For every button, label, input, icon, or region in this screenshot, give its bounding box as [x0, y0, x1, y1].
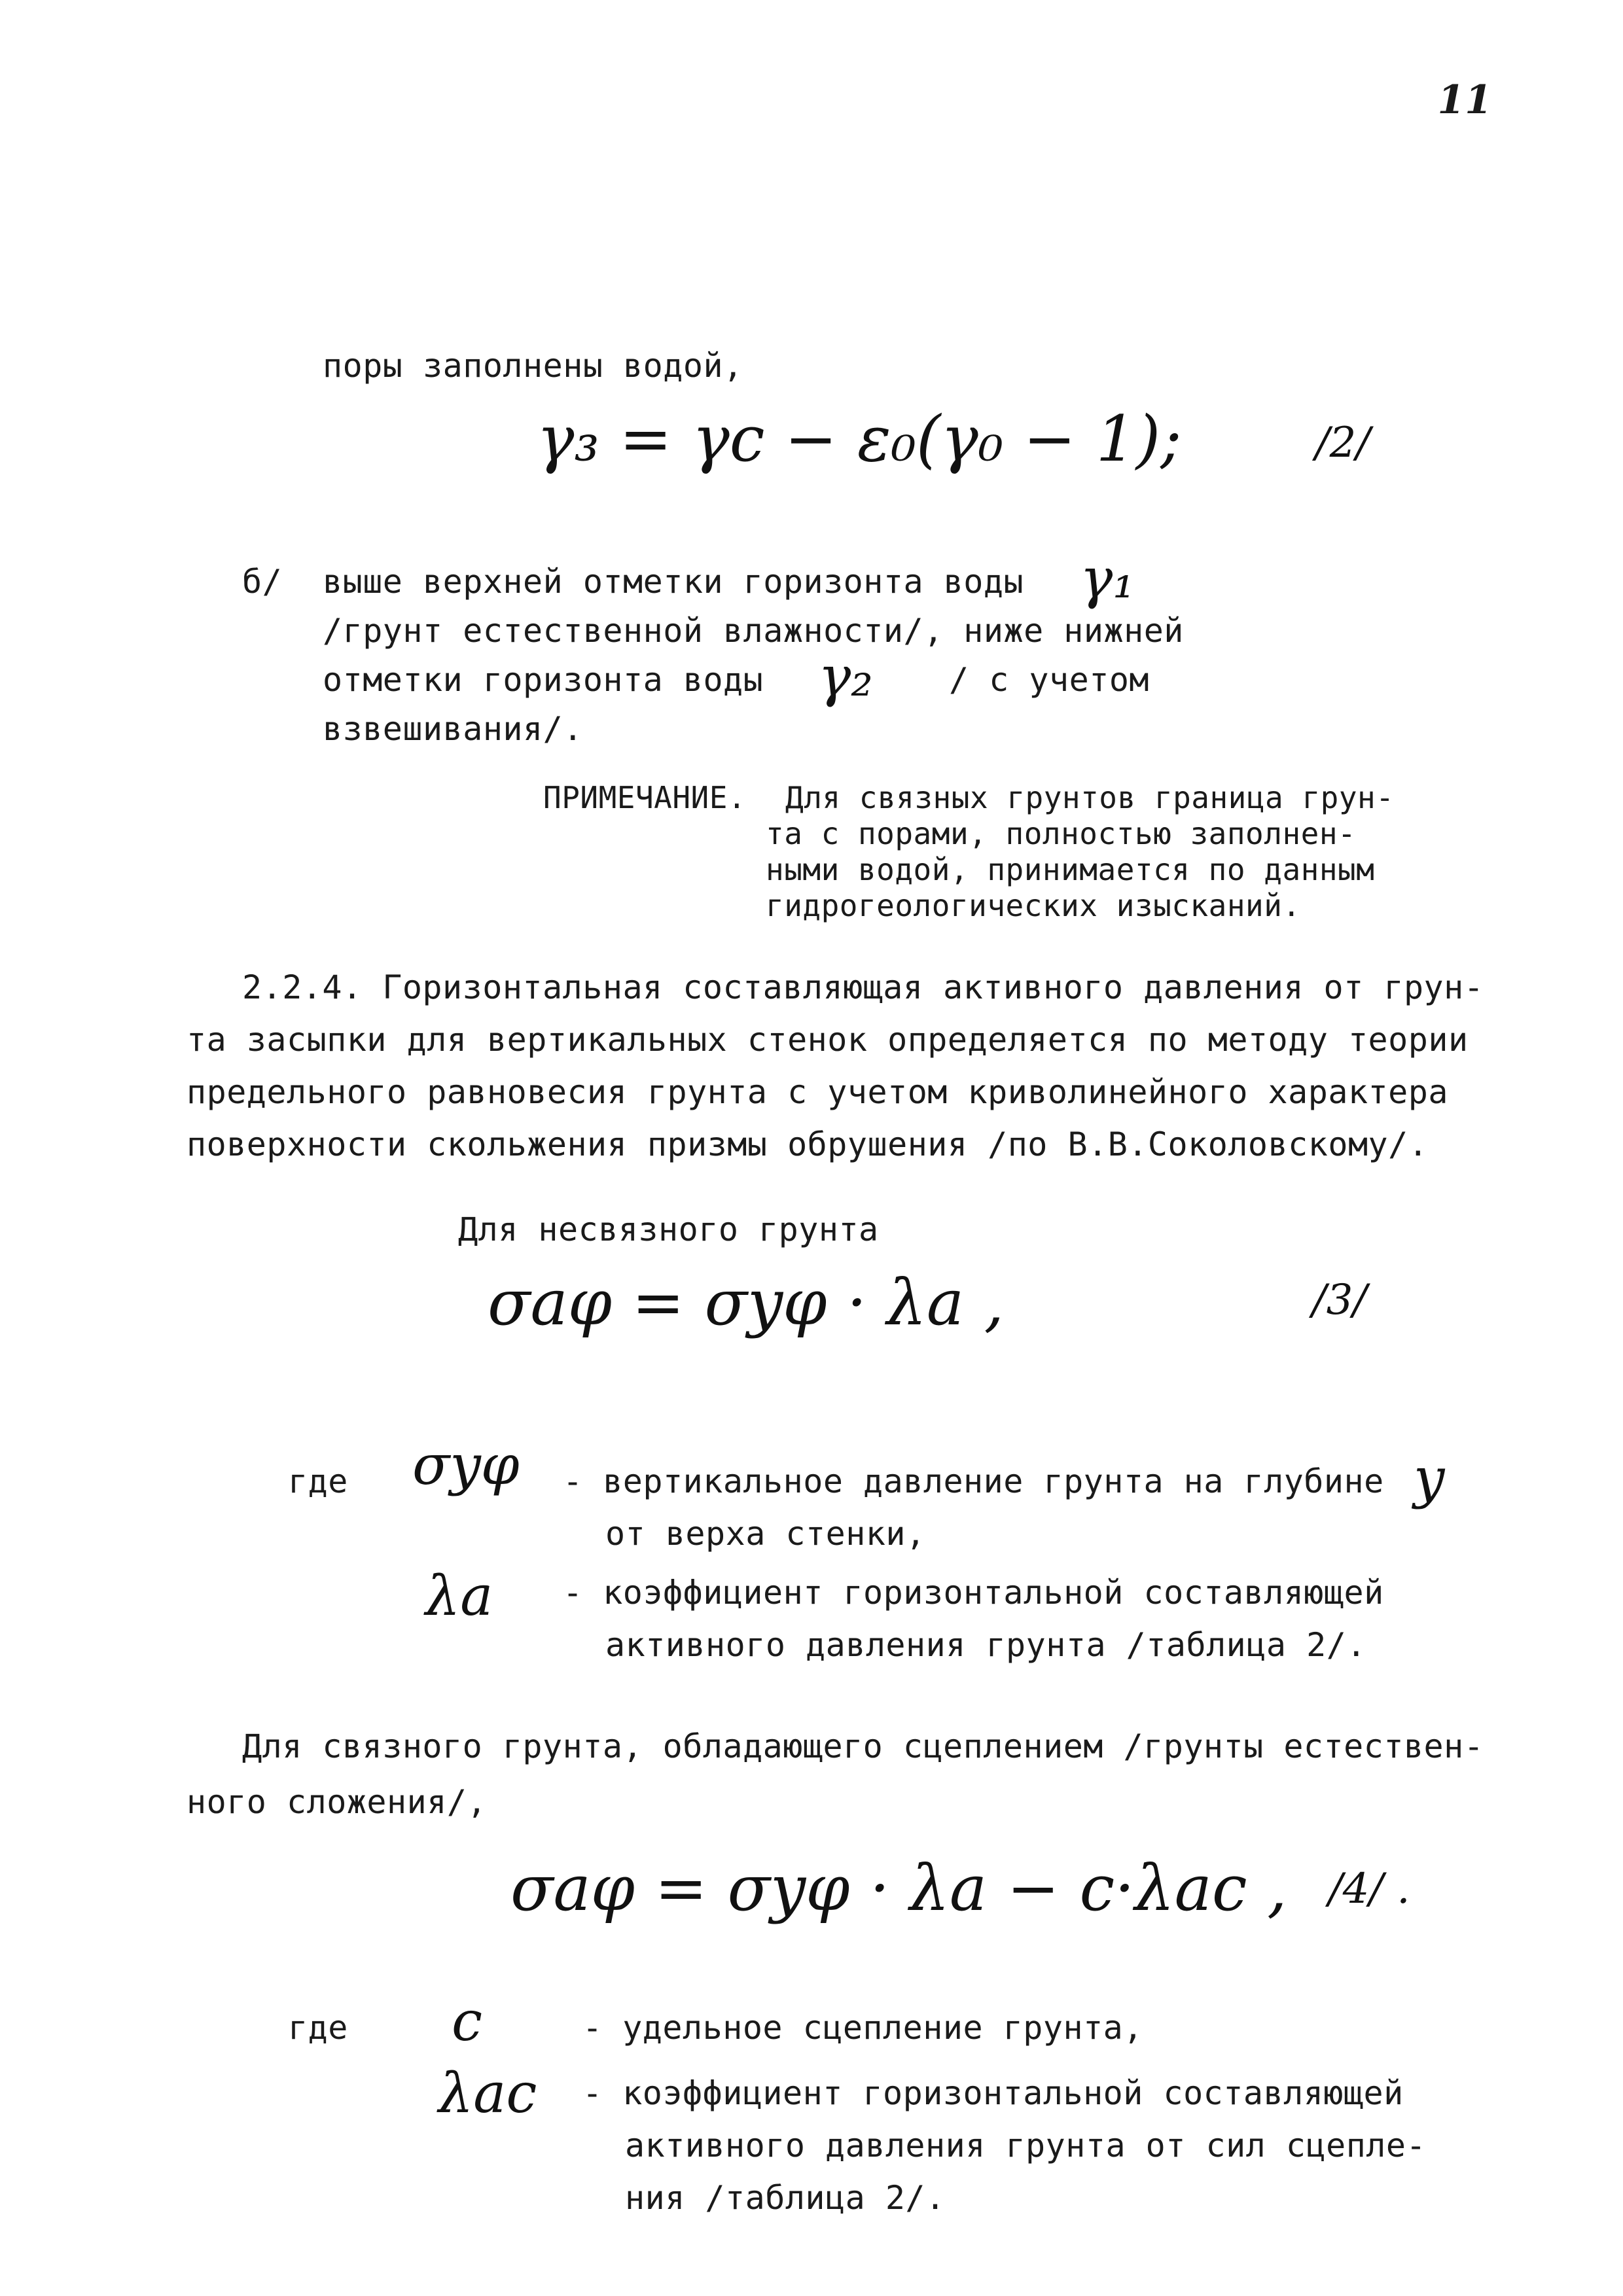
paragraph-line: ного сложения/, — [187, 1783, 488, 1821]
paragraph-line: 2.2.4. Горизонтальная составляющая активного давления от грун- — [242, 968, 1484, 1006]
formula-2: γ₃ = γc − ε₀(γ₀ − 1); — [537, 402, 1182, 476]
definition-line: активного давления грунта от сил сцепле- — [625, 2127, 1427, 2164]
page-number: 11 — [1437, 77, 1492, 123]
paragraph-line: та засыпки для вертикальных стенок определяется по методу теории — [187, 1021, 1469, 1059]
definition-line: ния /таблица 2/. — [625, 2179, 946, 2217]
note-label: ПРИМЕЧАНИЕ. — [543, 780, 747, 815]
lambda-a-symbol: λa — [425, 1564, 493, 1628]
paragraph-line: предельного равновесия грунта с учетом криволинейного характера — [187, 1073, 1448, 1111]
note-line: Для связных грунтов граница грун- — [785, 780, 1395, 815]
text-line: взвешивания/. — [323, 710, 583, 748]
sigma-y-symbol: σyφ — [412, 1433, 520, 1497]
text-line: /грунт естественной влажности/, ниже нижней — [323, 612, 1184, 650]
definition-line: активного давления грунта /таблица 2/. — [605, 1626, 1366, 1664]
where-label: где — [288, 2009, 348, 2047]
y-symbol: y — [1414, 1446, 1445, 1510]
gamma1-symbol: γ₁ — [1080, 546, 1135, 610]
c-symbol: c — [452, 1989, 483, 2053]
note-line: ными водой, принимается по данным — [766, 852, 1375, 887]
paragraph-line: поверхности скольжения призмы обрушения /по В.В.Соколовскому/. — [187, 1125, 1429, 1163]
where-label: где — [288, 1462, 348, 1500]
text-line: отметки горизонта воды — [323, 661, 764, 699]
text-line: Для несвязного грунта — [458, 1210, 879, 1248]
lambda-ac-symbol: λac — [438, 2061, 537, 2125]
list-marker: б/ — [242, 563, 283, 601]
note-line: гидрогеологических изысканий. — [766, 888, 1301, 923]
definition-line: - коэффициент горизонтальной составляющей — [563, 1574, 1384, 1612]
text-line: / с учетом — [949, 661, 1150, 699]
equation-number-4: /4/ . — [1329, 1865, 1410, 1913]
gamma2-symbol: γ₂ — [818, 645, 873, 709]
definition-line: - вертикальное давление грунта на глубине — [563, 1462, 1384, 1500]
text-line: поры заполнены водой, — [323, 347, 743, 385]
definition-line: - коэффициент горизонтальной составляющей — [582, 2074, 1404, 2112]
formula-4: σaφ = σyφ · λa − c·λac , — [510, 1852, 1287, 1925]
equation-number-3: /3/ — [1312, 1276, 1367, 1324]
definition-line: - удельное сцепление грунта, — [582, 2009, 1143, 2047]
formula-3: σaφ = σyφ · λa , — [488, 1266, 1005, 1339]
note-line: та с порами, полностью заполнен- — [766, 816, 1357, 851]
equation-number-2: /2/ — [1315, 419, 1370, 467]
text-line: выше верхней отметки горизонта воды — [323, 563, 1024, 601]
definition-line: от верха стенки, — [605, 1515, 926, 1553]
paragraph-line: Для связного грунта, обладающего сцеплением /грунты естествен- — [242, 1727, 1484, 1765]
